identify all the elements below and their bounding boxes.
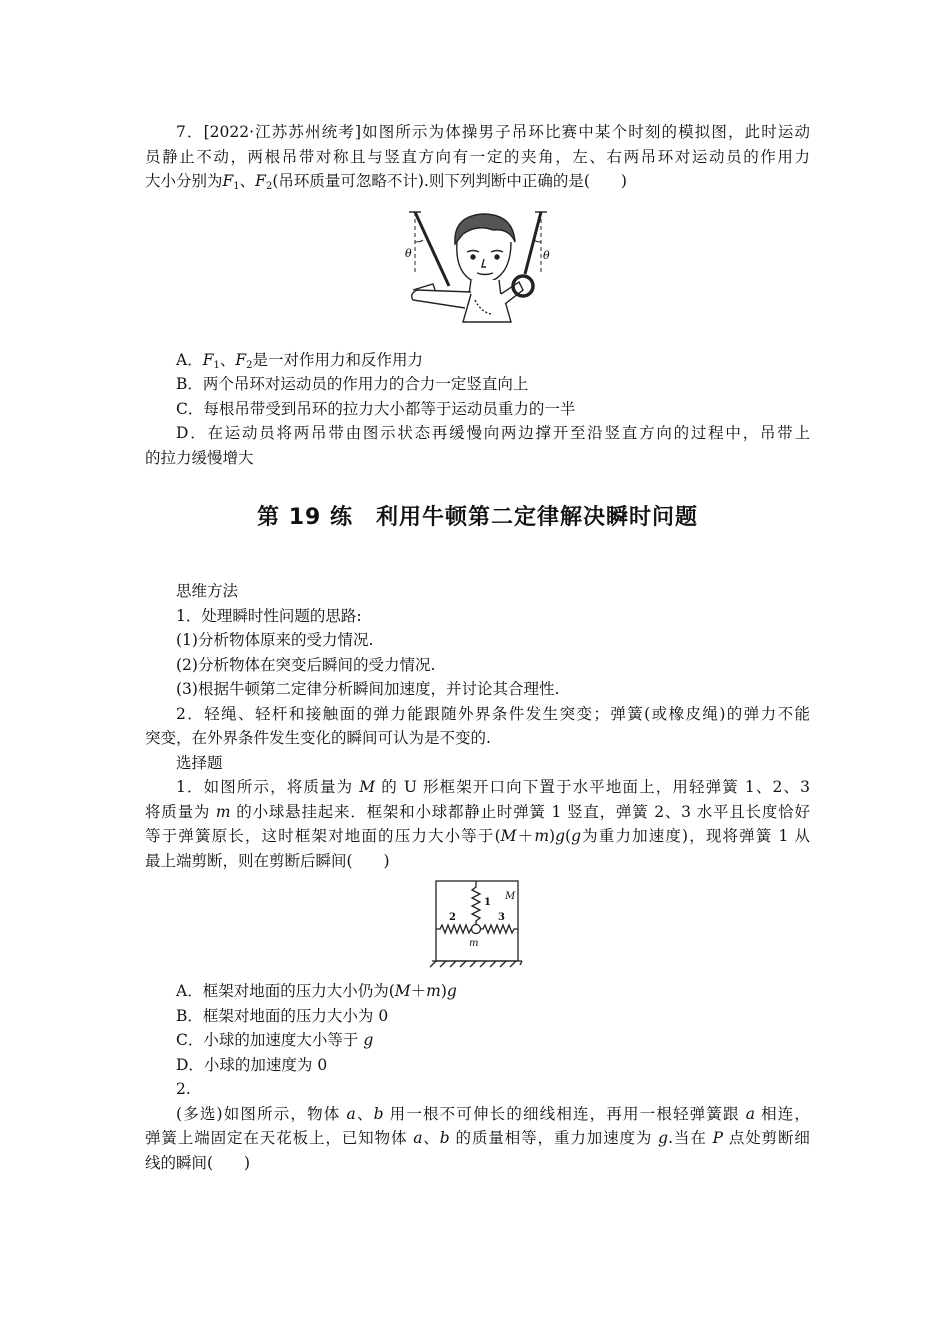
q1-line-1: 1．如图所示，将质量为 M 的 U 形框架开口向下置于水平地面上，用轻弹簧 1、2、3 <box>176 778 810 796</box>
q1-option-d: D．小球的加速度为 0 <box>176 1055 328 1074</box>
q2-line-1: (多选)如图所示，物体 a、b 用一根不可伸长的细线相连，再用一根轻弹簧跟 a 相连， <box>176 1104 810 1123</box>
theta-label-left: θ <box>404 246 412 260</box>
q7-line-2: 员静止不动，两根吊带对称且与竖直方向有一定的夹角，左、右两吊环对运动员的作用力 <box>145 147 810 166</box>
q1-option-c: C．小球的加速度大小等于 g <box>176 1031 374 1049</box>
method-heading: 思维方法 <box>176 582 239 600</box>
method-point-1b: (2)分析物体在突变后瞬间的受力情况. <box>176 655 436 674</box>
section-title: 第 19 练 利用牛顿第二定律解决瞬时问题 <box>257 505 698 530</box>
spring-3-label: 3 <box>497 912 505 923</box>
page-content <box>145 120 810 1175</box>
method-point-1: 1．处理瞬时性问题的思路: <box>176 606 362 625</box>
choice-heading: 选择题 <box>176 753 223 772</box>
q1-line-4: 最上端剪断，则在剪断后瞬间( ) <box>145 851 390 870</box>
q2-line-3: 线的瞬间( ) <box>145 1153 251 1172</box>
u-frame-spring-figure <box>428 879 528 971</box>
q7-line-1: 7．[2022·江苏苏州统考]如图所示为体操男子吊环比赛中某个时刻的模拟图，此时运动 <box>176 123 810 141</box>
q2-line-2: 弹簧上端固定在天花板上，已知物体 a、b 的质量相等，重力加速度为 g.当在 P 点处剪断细 <box>145 1129 810 1147</box>
ball-mass-label: m <box>468 938 478 949</box>
rings-gymnast-figure <box>393 204 563 336</box>
frame-mass-label: M <box>504 891 515 902</box>
spring-1-label: 1 <box>483 897 491 908</box>
method-point-2-line-1: 2．轻绳、轻杆和接触面的弹力能跟随外界条件发生突变；弹簧(或橡皮绳)的弹力不能 <box>176 704 810 723</box>
spring-2-label: 2 <box>448 912 456 923</box>
q1-line-3: 等于弹簧原长，这时框架对地面的压力大小等于(M＋m)g(g为重力加速度)，现将弹簧 1 从 <box>145 827 810 845</box>
q1-option-b: B．框架对地面的压力大小为 0 <box>176 1006 389 1025</box>
q2-number: 2. <box>176 1080 191 1098</box>
q7-option-d-line-2: 的拉力缓慢增大 <box>145 448 254 467</box>
q7-option-c: C．每根吊带受到吊环的拉力大小都等于运动员重力的一半 <box>176 399 576 418</box>
q1-line-2: 将质量为 m 的小球悬挂起来．框架和小球都静止时弹簧 1 竖直，弹簧 2、3 水平且长度恰好 <box>145 802 810 821</box>
q7-option-d-line-1: D．在运动员将两吊带由图示状态再缓慢向两边撑开至沿竖直方向的过程中，吊带上 <box>176 424 810 442</box>
q7-option-a: A．$F_1$、$F_2$是一对作用力和反作用力 <box>176 350 424 371</box>
q7-line-3: 大小分别为$F_1$、$F_2$(吊环质量可忽略不计).则下列判断中正确的是( ) <box>145 172 627 192</box>
theta-label-right: θ <box>542 248 550 262</box>
q1-option-a: A．框架对地面的压力大小仍为(M＋m)g <box>176 982 457 1000</box>
method-point-2-line-2: 突变，在外界条件发生变化的瞬间可认为是不变的. <box>145 729 491 747</box>
q7-option-b: B．两个吊环对运动员的作用力的合力一定竖直向上 <box>176 375 529 393</box>
method-point-1c: (3)根据牛顿第二定律分析瞬间加速度，并讨论其合理性. <box>176 680 560 698</box>
method-point-1a: (1)分析物体原来的受力情况. <box>176 631 374 649</box>
